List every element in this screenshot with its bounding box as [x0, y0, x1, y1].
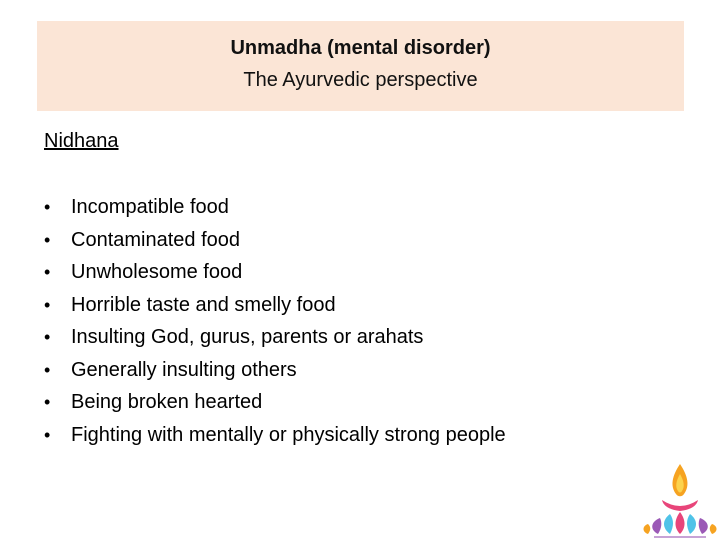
bullet-list	[44, 195, 506, 455]
list-item	[44, 358, 506, 391]
list-item	[44, 390, 506, 423]
list-item	[44, 195, 506, 228]
bullet-icon: •	[44, 392, 51, 412]
section-heading: Nidhana	[44, 130, 119, 152]
bullet-icon: •	[44, 229, 51, 250]
list-item	[44, 325, 506, 358]
list-item	[44, 260, 506, 293]
list-item-text: Fighting with mentally or physically strong people	[71, 423, 506, 446]
list-item-text: Incompatible food	[71, 196, 229, 218]
bullet-icon: •	[44, 262, 51, 282]
list-item-text: Horrible taste and smelly food	[71, 293, 336, 316]
list-item-text: Contaminated food	[71, 228, 241, 251]
list-item	[44, 293, 506, 326]
bullet-icon: •	[44, 424, 51, 445]
slide-subtitle: The Ayurvedic perspective	[243, 69, 478, 91]
bullet-icon: •	[44, 294, 51, 315]
list-item-text: Generally insulting others	[71, 358, 297, 381]
title-banner	[37, 21, 684, 111]
bullet-icon: •	[44, 359, 51, 380]
slide-title: Unmadha (mental disorder)	[230, 37, 491, 59]
diya-lamp-lotus-icon	[640, 462, 720, 540]
list-item-text: Unwholesome food	[71, 261, 243, 283]
bullet-icon: •	[44, 197, 51, 217]
list-item-text: Being broken hearted	[71, 391, 263, 413]
list-item-text: Insulting God, gurus, parents or arahats	[71, 326, 424, 348]
list-item	[44, 423, 506, 456]
list-item	[44, 228, 506, 261]
bullet-icon: •	[44, 327, 51, 347]
